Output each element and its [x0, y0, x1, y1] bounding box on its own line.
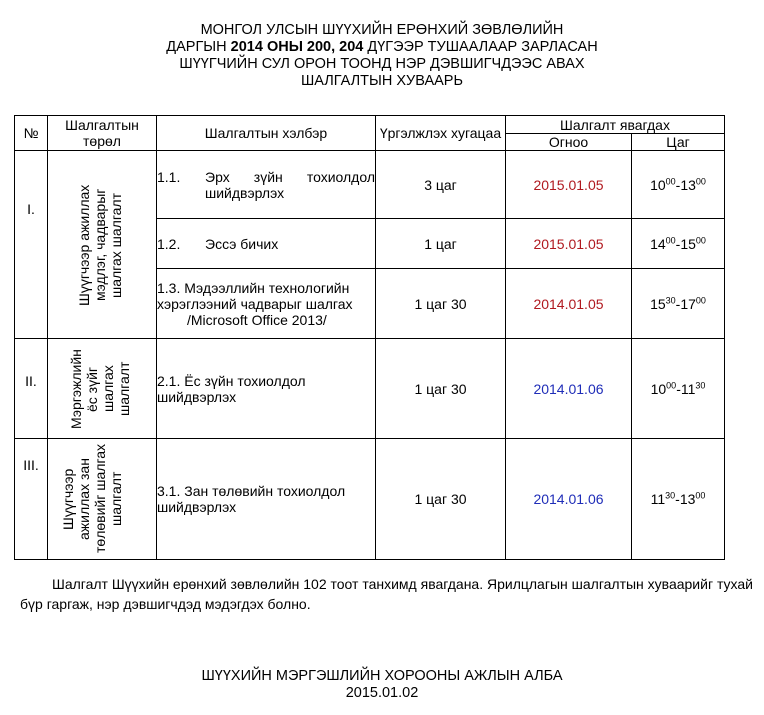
time-start-minutes: 00	[665, 234, 676, 245]
time-end-minutes: 00	[695, 294, 706, 305]
date-cell: 2014.01.05	[506, 269, 632, 339]
date-cell: 2015.01.05	[506, 219, 632, 269]
col-header-duration	[376, 116, 506, 151]
time-end-minutes: 30	[695, 379, 706, 390]
header-line-2-suffix: ДҮГЭЭР ТУШААЛААР ЗАРЛАСАН	[363, 39, 598, 55]
exam-form-cell	[157, 219, 376, 269]
group-number: I.	[27, 201, 35, 217]
header-line-2	[0, 39, 764, 56]
header-line-4: ШАЛГАЛТЫН ХУВААРЬ	[301, 73, 463, 89]
item-number: 1.2.	[157, 235, 181, 252]
group-number-cell	[15, 439, 48, 560]
header-order-numbers: 2014 ОНЫ 200, 204	[230, 39, 364, 55]
duration-cell: 1 цаг	[376, 219, 506, 269]
time-cell: $10^{00}-11^{30}$	[632, 339, 725, 439]
document-footer	[0, 668, 764, 702]
table-row	[15, 439, 725, 560]
exam-type-cell	[48, 439, 157, 560]
time-start-minutes: 30	[665, 490, 676, 501]
table-header-row	[15, 116, 725, 134]
time-end-minutes: 00	[695, 175, 706, 186]
duration-cell: 1 цаг 30	[376, 339, 506, 439]
exam-form-label: 1.3. Мэдээллийн технологийн хэрэглээний чадварыг шалгах	[157, 279, 353, 312]
exam-type-cell	[48, 151, 157, 339]
date-cell: 2014.01.06	[506, 339, 632, 439]
duration-cell: 3 цаг	[376, 151, 506, 219]
time-cell: $10^{00}-13^{00}$	[632, 151, 725, 219]
group-number: II.	[25, 373, 37, 389]
exam-form-software: /Microsoft Office 2013/	[187, 311, 327, 328]
exam-type-label: Шүүгчээр ажиллах мэдлэг, чадварыг шалгах шалгалт	[76, 183, 124, 306]
document-header	[0, 22, 764, 90]
exam-form-label: Эрх зүйн тохиолдол шийдвэрлэх	[205, 168, 375, 201]
time-end-hour: 11	[680, 380, 696, 397]
time-cell: $11^{30}-13^{00}$	[632, 439, 725, 560]
group-number: III.	[23, 457, 39, 473]
group-number-cell	[15, 151, 48, 339]
item-number: 1.1.	[157, 168, 181, 185]
header-line-2-prefix: ДАРГЫН	[166, 39, 231, 55]
time-end-hour: 13	[679, 491, 696, 507]
venue-note	[20, 574, 760, 614]
time-end-hour: 13	[680, 176, 696, 193]
time-end-hour: 17	[680, 295, 696, 312]
col-header-form: Шалгалтын хэлбэр	[157, 116, 376, 151]
col-header-no: №	[15, 116, 48, 151]
exam-form-cell	[157, 269, 376, 339]
table-row	[15, 339, 725, 439]
table-row	[15, 151, 725, 219]
time-start-minutes: 00	[665, 175, 676, 186]
time-start-hour: 10	[650, 380, 667, 397]
time-start-hour: 14	[650, 235, 666, 252]
time-start-hour: 15	[650, 295, 666, 312]
header-line-1: МОНГОЛ УЛСЫН ШҮҮХИЙН ЕРӨНХИЙ ЗӨВЛӨЛИЙН	[200, 22, 564, 38]
col-header-when: Шалгалт явагдах	[506, 116, 725, 134]
col-header-time: Цаг	[632, 134, 725, 151]
exam-form-label: Эссэ бичих	[205, 235, 279, 252]
header-line-3: ШҮҮГЧИЙН СУЛ ОРОН ТООНД НЭР ДЭВШИГЧДЭЭС АВАХ	[179, 56, 585, 72]
exam-schedule-table	[14, 115, 725, 560]
exam-form-cell: 2.1. Ёс зүйн тохиолдол шийдвэрлэх	[157, 339, 376, 439]
col-header-type: Шалгалтын төрөл	[48, 116, 157, 151]
group-number-cell	[15, 339, 48, 439]
exam-type-cell	[48, 339, 157, 439]
time-start-hour: 11	[650, 491, 666, 507]
duration-cell: 1 цаг 30	[376, 439, 506, 560]
exam-type-label: Шүүгчээр ажиллах зан төлөвийг шалгах шалгалт	[60, 444, 124, 554]
time-start-minutes: 30	[665, 294, 676, 305]
date-cell: 2015.01.05	[506, 151, 632, 219]
time-cell: $14^{00}-15^{00}$	[632, 219, 725, 269]
venue-note-text: Шалгалт Шүүхийн ерөнхий зөвлөлийн 102 тоот танхимд явагдана. Ярилцлагын шалгалтын хуваарийг тухай бүр гаргаж, нэр дэвшигчдэд мэдэгдэх болно.	[20, 576, 753, 612]
issuing-office: ШҮҮХИЙН МЭРГЭШЛИЙН ХОРООНЫ АЖЛЫН АЛБА	[201, 668, 563, 684]
exam-form-cell: 3.1. Зан төлөвийн тохиолдол шийдвэрлэх	[157, 439, 376, 560]
issue-date: 2015.01.02	[345, 685, 419, 701]
duration-cell: 1 цаг 30	[376, 269, 506, 339]
col-header-date: Огноо	[506, 134, 632, 151]
exam-type-label: Мэргэжлийн ёс зүйг шалгах шалгалт	[68, 348, 132, 429]
exam-form-cell	[157, 151, 376, 219]
time-end-hour: 15	[680, 235, 696, 252]
time-cell: $15^{30}-17^{00}$	[632, 269, 725, 339]
time-start-hour: 10	[650, 176, 666, 193]
time-end-minutes: 00	[695, 234, 706, 245]
col-header-duration-label: Үргэлжлэх хугацаа	[379, 125, 502, 141]
time-end-minutes: 00	[695, 490, 706, 501]
date-cell: 2014.01.06	[506, 439, 632, 560]
time-start-minutes: 00	[666, 379, 677, 390]
